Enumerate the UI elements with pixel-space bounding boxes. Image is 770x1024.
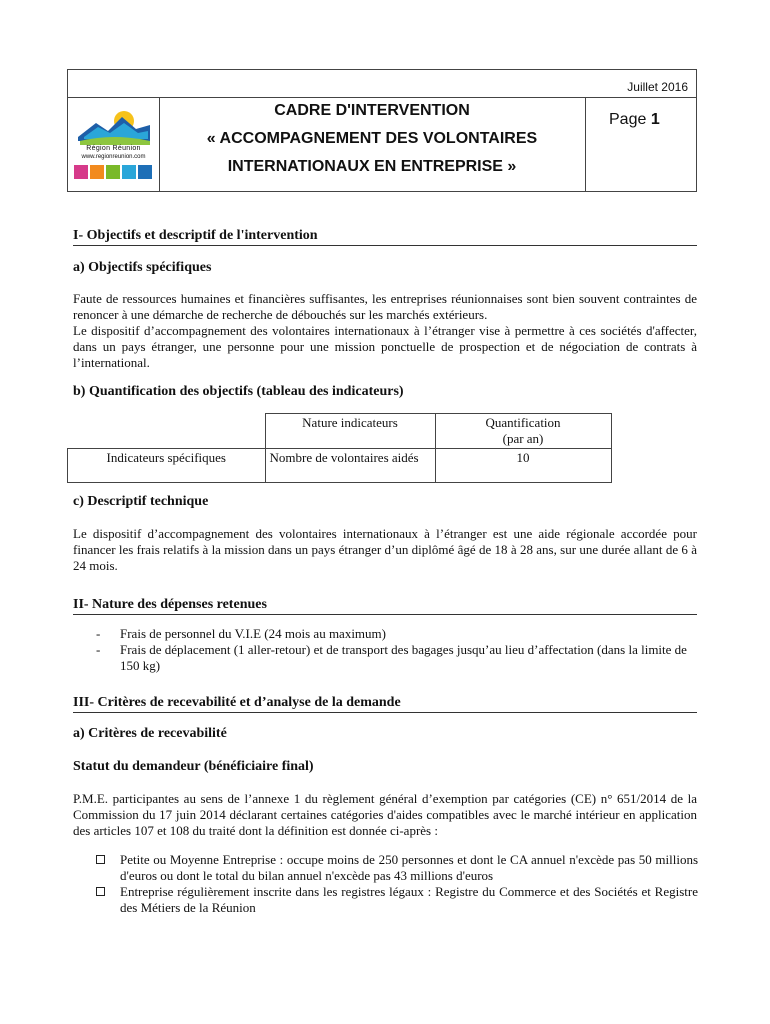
- section-1a-text: [73, 291, 697, 371]
- logo-squares: [74, 165, 152, 179]
- table-row-label: Indicateurs spécifiques: [68, 449, 266, 483]
- table-header-row: [68, 414, 612, 449]
- expenses-list: [96, 626, 696, 674]
- list-item: [96, 884, 698, 916]
- paragraph: Le dispositif d’accompagnement des volontaires internationaux à l’étranger vise à permettre à ces sociétés d'affecter, dans un pays étranger, une personne pour une mission ponctuelle de prospection et de négociation de contrats à l’international.: [73, 323, 697, 370]
- quantification-unit: (par an): [502, 431, 544, 446]
- table-row: [68, 449, 612, 483]
- logo-square: [138, 165, 152, 179]
- region-logo-icon: [74, 107, 154, 147]
- list-item-text: Petite ou Moyenne Entreprise : occupe moins de 250 personnes et dont le CA annuel n'excède pas 50 millions d'euros ou dont le total du bilan annuel n'excède pas 43 millions d'euros: [120, 852, 698, 883]
- section-1a-heading: a) Objectifs spécifiques: [73, 260, 212, 275]
- list-item-text: Frais de déplacement (1 aller-retour) et de transport des bagages jusqu’au lieu d’affectation (dans la limite de 150 kg): [120, 642, 687, 673]
- section-1c-text: [73, 526, 697, 574]
- logo-square: [106, 165, 120, 179]
- list-item-text: Frais de personnel du V.I.E (24 mois au maximum): [120, 626, 386, 641]
- title-line-3: INTERNATIONAUX EN ENTREPRISE »: [227, 158, 517, 175]
- section-1-heading: I- Objectifs et descriptif de l'intervention: [73, 228, 697, 246]
- logo-square: [122, 165, 136, 179]
- logo-cell: [68, 97, 160, 191]
- logo-square: [74, 165, 88, 179]
- logo-url: www.regionreunion.com: [81, 154, 146, 160]
- document-header: [67, 69, 697, 192]
- table-header-quantification: [435, 414, 611, 449]
- logo-name: Région Réunion: [86, 145, 141, 152]
- checkbox-icon: [96, 855, 105, 864]
- list-item-text: Entreprise régulièrement inscrite dans les registres légaux : Registre du Commerce et des Sociétés et Registre des Métiers de la Réunion: [120, 884, 698, 915]
- section-2-heading: II- Nature des dépenses retenues: [73, 597, 697, 615]
- list-item: [96, 852, 698, 884]
- section-3a-heading: a) Critères de recevabilité: [73, 726, 227, 741]
- section-1b-heading: b) Quantification des objectifs (tableau des indicateurs): [73, 384, 404, 399]
- page-cell: [585, 97, 696, 191]
- table-row-value: 10: [435, 449, 611, 483]
- section-1c-heading: c) Descriptif technique: [73, 494, 209, 509]
- section-3-subheading: Statut du demandeur (bénéficiaire final): [73, 759, 314, 774]
- list-item: [96, 626, 696, 642]
- dash-marker: -: [96, 642, 101, 657]
- paragraph: Le dispositif d’accompagnement des volontaires internationaux à l’étranger est une aide régionale accordée pour financer les frais relatifs à la mission dans un pays étranger d’un diplômé âgé de 18 à 28 ans, sur une durée allant de 6 à 24 mois.: [73, 526, 697, 573]
- checkbox-icon: [96, 887, 105, 896]
- page-number: 1: [650, 111, 660, 128]
- indicators-table: [67, 413, 612, 483]
- section-3-text: [73, 791, 697, 839]
- document-date: Juillet 2016: [627, 80, 688, 94]
- title-line-1: CADRE D'INTERVENTION: [274, 102, 470, 119]
- logo-square: [90, 165, 104, 179]
- title-cell: [159, 97, 586, 191]
- quantification-label: Quantification: [485, 415, 561, 430]
- criteria-list: [96, 852, 698, 916]
- list-item: [96, 642, 696, 674]
- dash-marker: -: [96, 626, 101, 641]
- table-row-nature: Nombre de volontaires aidés: [265, 449, 435, 483]
- title-line-2: « ACCOMPAGNEMENT DES VOLONTAIRES: [206, 130, 538, 147]
- table-cell-empty: [68, 414, 266, 449]
- page-indicator: [609, 111, 660, 129]
- date-row: [68, 70, 696, 98]
- table-header-nature: Nature indicateurs: [265, 414, 435, 449]
- paragraph: Faute de ressources humaines et financières suffisantes, les entreprises réunionnaises sont bien souvent contraintes de renoncer à une démarche de recherche de débouchés sur les marchés extérieurs.: [73, 291, 697, 322]
- page-label: Page: [609, 111, 647, 128]
- paragraph: P.M.E. participantes au sens de l’annexe 1 du règlement général d’exemption par catégories (CE) n° 651/2014 de la Commission du 17 juin 2014 déclarant certaines catégories d'aides compatibles avec le marché intérieur en application des articles 107 et 108 du traité dont la définition est donnée ci-après :: [73, 791, 697, 838]
- section-3-heading: III- Critères de recevabilité et d’analyse de la demande: [73, 695, 697, 713]
